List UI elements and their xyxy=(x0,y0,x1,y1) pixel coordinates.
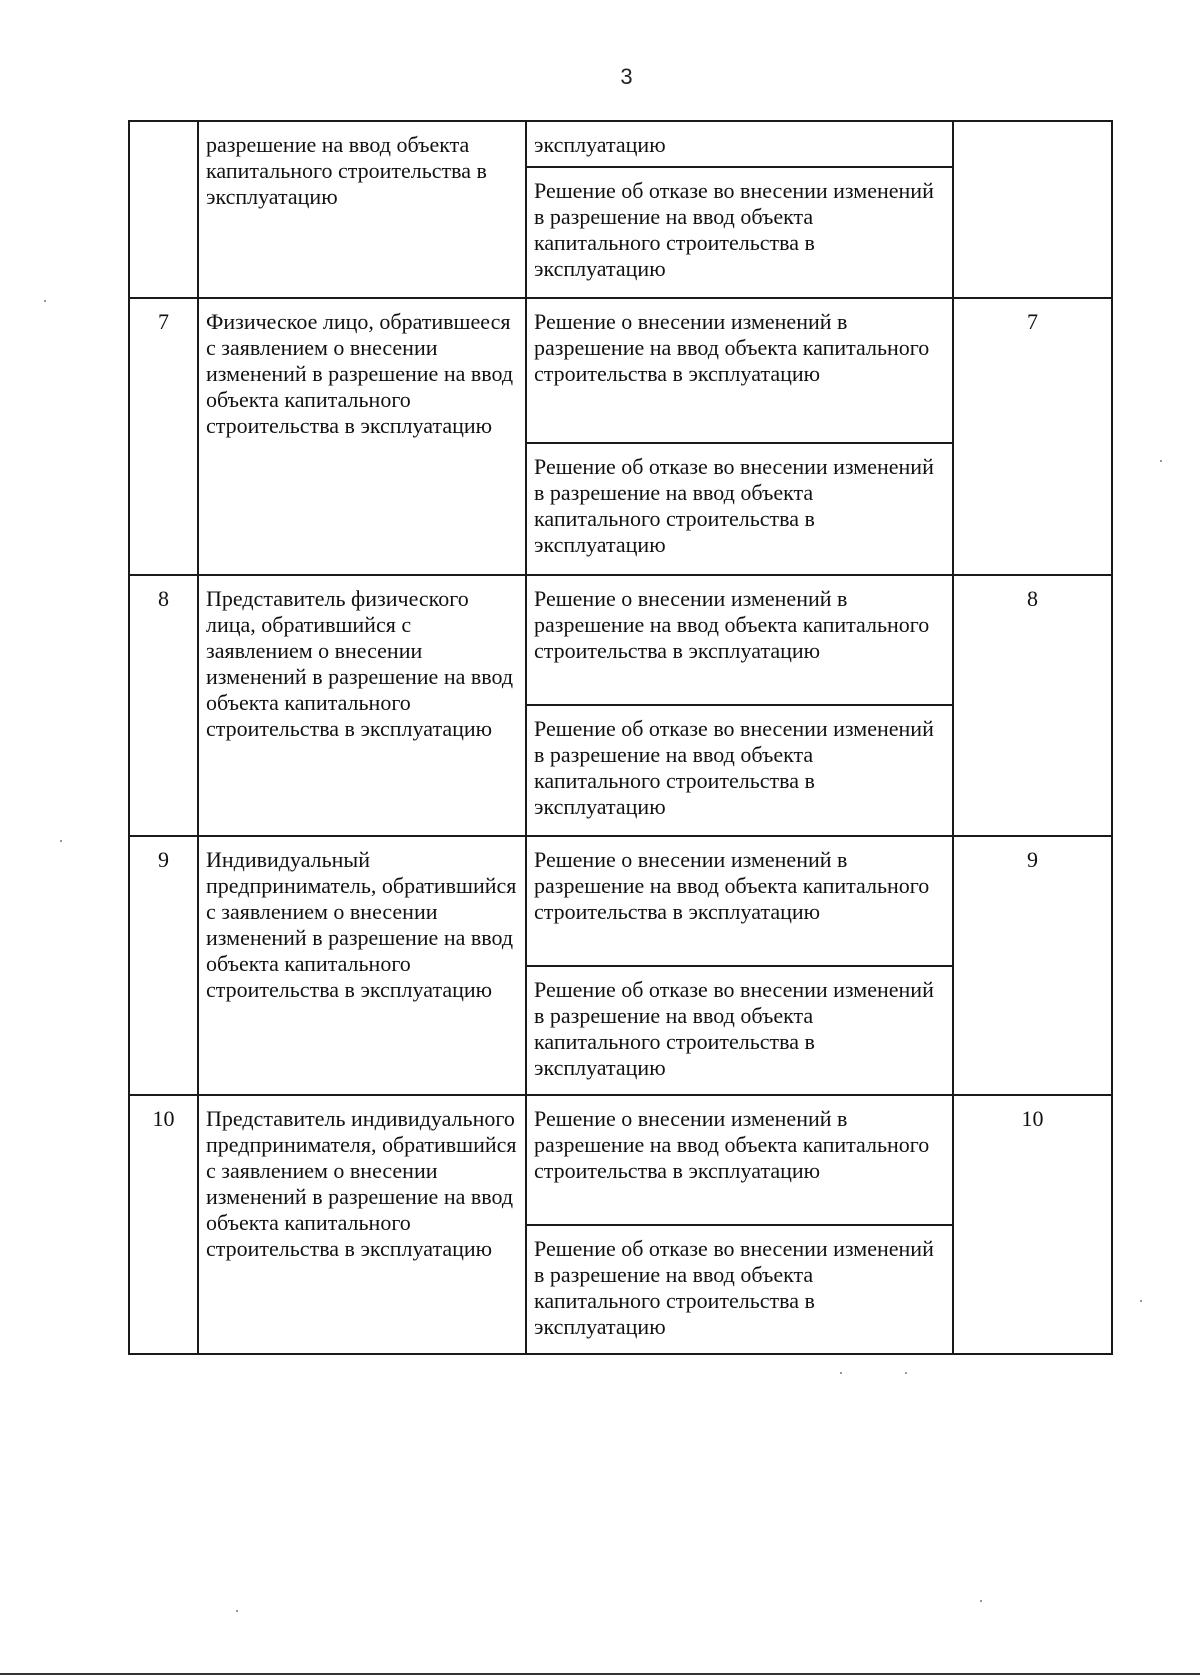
table-row xyxy=(129,121,1112,167)
row-number-cell xyxy=(129,121,198,298)
variants-table xyxy=(128,120,1113,1355)
table-row xyxy=(129,836,1112,966)
code-cell xyxy=(953,121,1112,298)
row-number-cell: 8 xyxy=(129,575,198,836)
scan-speck xyxy=(980,1600,982,1602)
scan-edge-line xyxy=(0,1673,1200,1675)
row-number-cell: 10 xyxy=(129,1095,198,1354)
applicant-cell: Представитель физического лица, обратившийся с заявлением о внесении изменений в разрешение на ввод объекта капитального строительства в эксплуатацию xyxy=(198,575,526,836)
applicant-cell: Представитель индивидуального предпринимателя, обратившийся с заявлением о внесении изменений в разрешение на ввод объекта капитального строительства в эксплуатацию xyxy=(198,1095,526,1354)
scan-speck xyxy=(60,840,62,842)
code-cell: 10 xyxy=(953,1095,1112,1354)
result-cell: Решение об отказе во внесении изменений в разрешение на ввод объекта капитального строительства в эксплуатацию xyxy=(526,443,953,575)
code-cell: 7 xyxy=(953,298,1112,575)
result-cell: Решение о внесении изменений в разрешение на ввод объекта капитального строительства в эксплуатацию xyxy=(526,836,953,966)
result-cell: Решение о внесении изменений в разрешение на ввод объекта капитального строительства в эксплуатацию xyxy=(526,575,953,705)
result-cell: Решение о внесении изменений в разрешение на ввод объекта капитального строительства в эксплуатацию xyxy=(526,1095,953,1225)
result-cell: эксплуатацию xyxy=(526,121,953,167)
scan-speck xyxy=(44,300,46,302)
result-cell: Решение об отказе во внесении изменений в разрешение на ввод объекта капитального строительства в эксплуатацию xyxy=(526,705,953,836)
applicant-cell: разрешение на ввод объекта капитального строительства в эксплуатацию xyxy=(198,121,526,298)
row-number-cell: 9 xyxy=(129,836,198,1095)
row-number-cell: 7 xyxy=(129,298,198,575)
code-cell: 8 xyxy=(953,575,1112,836)
scan-speck xyxy=(1140,1300,1142,1302)
scan-speck xyxy=(236,1610,238,1612)
table-row xyxy=(129,575,1112,705)
result-cell: Решение об отказе во внесении изменений в разрешение на ввод объекта капитального строительства в эксплуатацию xyxy=(526,167,953,298)
applicant-cell: Физическое лицо, обратившееся с заявлением о внесении изменений в разрешение на ввод объекта капитального строительства в эксплуатацию xyxy=(198,298,526,575)
page-number: 3 xyxy=(620,64,633,89)
applicant-cell: Индивидуальный предприниматель, обратившийся с заявлением о внесении изменений в разрешение на ввод объекта капитального строительства в эксплуатацию xyxy=(198,836,526,1095)
table-row xyxy=(129,1095,1112,1225)
scan-speck xyxy=(905,1372,907,1374)
result-cell: Решение об отказе во внесении изменений в разрешение на ввод объекта капитального строительства в эксплуатацию xyxy=(526,1225,953,1354)
code-cell: 9 xyxy=(953,836,1112,1095)
scan-speck xyxy=(1160,460,1162,462)
table-row xyxy=(129,298,1112,443)
scan-speck xyxy=(840,1372,842,1374)
result-cell: Решение об отказе во внесении изменений в разрешение на ввод объекта капитального строительства в эксплуатацию xyxy=(526,966,953,1095)
result-cell: Решение о внесении изменений в разрешение на ввод объекта капитального строительства в эксплуатацию xyxy=(526,298,953,443)
